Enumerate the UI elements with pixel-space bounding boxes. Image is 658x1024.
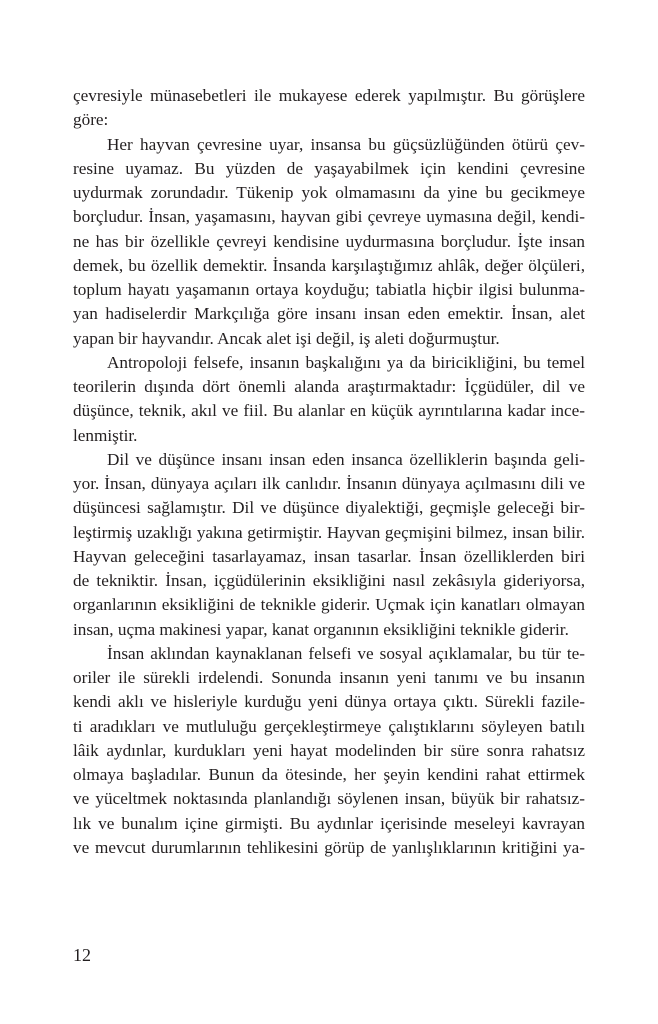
text-line: kendi aklı ve hisleriyle kurduğu yeni dünya ortaya çıktı. Sürekli fazile-: [73, 692, 585, 712]
text-line: Antropoloji felsefe, insanın başkalığını ya da biricikliğini, bu temel: [107, 352, 585, 372]
text-line: lenmiştir.: [73, 425, 138, 445]
text-line: olmaya başladılar. Bunun da ötesinde, her şeyin kendini rahat ettirmek: [73, 765, 585, 784]
text-line: teorilerin dışında dört önemli alanda araştırmaktadır: İçgüdüler, dil ve: [73, 377, 585, 396]
text-line: insan, uçma makinesi yapar, kanat organının eksikliğini teknikle giderir.: [73, 619, 569, 639]
text-line: leştirmiş uzaklığı yakına getirmiştir. Hayvan geçmişini bilmez, insan bilir.: [73, 522, 585, 542]
text-line: toplum hayatı yaşamanın ortaya koyduğu; tabiatla hiçbir ilgisi bulunma-: [73, 280, 585, 299]
text-line: demek, bu özellik demektir. İnsanda karşılaştığımız ahlâk, değer ölçüleri,: [73, 255, 585, 275]
text-line: yan hadiselerdir Markçılığa göre insanı insan eden emektir. İnsan, alet: [73, 304, 585, 324]
text-line: çevresiyle münasebetleri ile mukayese ederek yapılmıştır. Bu görüşlere: [73, 86, 585, 105]
text-line: Dil ve düşünce insanı insan eden insanca özelliklerin başında geli-: [107, 449, 585, 469]
text-line: ti aradıkları ve mutluluğu gerçekleştirmeye çalıştıklarını söyleyen batılı: [73, 716, 585, 736]
text-line: ne has bir özellikle çevreyi kendisine uydurmasına borçludur. İşte insan: [73, 231, 585, 251]
text-line: yapan bir hayvandır. Ancak alet işi değil, iş aleti doğurmuştur.: [73, 328, 500, 348]
text-line: düşüncesi sağlamıştır. Dil ve düşünce diyalektiği, geçmişle geleceği bir-: [73, 498, 585, 518]
text-line: düşünce, teknik, akıl ve fiil. Bu alanlar en küçük ayrıntılarına kadar ince-: [73, 401, 585, 421]
text-line: Hayvan geleceğini tasarlayamaz, insan tasarlar. İnsan özelliklerden biri: [73, 546, 585, 566]
text-line: de tekniktir. İnsan, içgüdülerinin eksikliğini nasıl zekâsıyla gideriyorsa,: [73, 571, 585, 590]
body-text: [73, 84, 585, 860]
text-line: organlarının eksikliğini de teknikle giderir. Uçmak için kanatları olmayan: [73, 595, 585, 615]
text-line: Her hayvan çevresine uyar, insansa bu güçsüzlüğünden ötürü çev-: [107, 134, 585, 154]
text-line: ve mevcut durumlarının tehlikesini görüp de yanlışlıklarının kritiğini ya-: [73, 837, 585, 857]
text-line: yor. İnsan, dünyaya açıları ilk canlıdır. İnsanın dünyaya açılmasını dili ve: [73, 474, 585, 493]
text-line: lık ve bunalım içine girmişti. Bu aydınlar içerisinde meseleyi kavrayan: [73, 813, 585, 833]
text-line: lâik aydınlar, kurdukları yeni hayat modelinden bir süre sonra rahatsız: [73, 740, 585, 760]
text-line: borçludur. İnsan, yaşamasını, hayvan gibi çevreye uymasına değil, kendi-: [73, 207, 585, 227]
text-line: oriler ile sürekli irdelendi. Sonunda insanın yeni tanımı ve bu insanın: [73, 668, 585, 687]
text-line: uydurmak zorundadır. Tükenip yok olmamasını da yine bu gecikmeye: [73, 183, 585, 202]
text-line: ve yüceltmek noktasında planlandığı söylenen insan, büyük bir rahatsız-: [73, 789, 585, 809]
text-line: İnsan aklından kaynaklanan felsefi ve sosyal açıklamalar, bu tür te-: [107, 643, 585, 663]
page-number: 12: [73, 945, 91, 965]
text-line: göre:: [73, 110, 109, 130]
text-line: resine uyamaz. Bu yüzden de yaşayabilmek için kendini çevresine: [73, 158, 585, 178]
